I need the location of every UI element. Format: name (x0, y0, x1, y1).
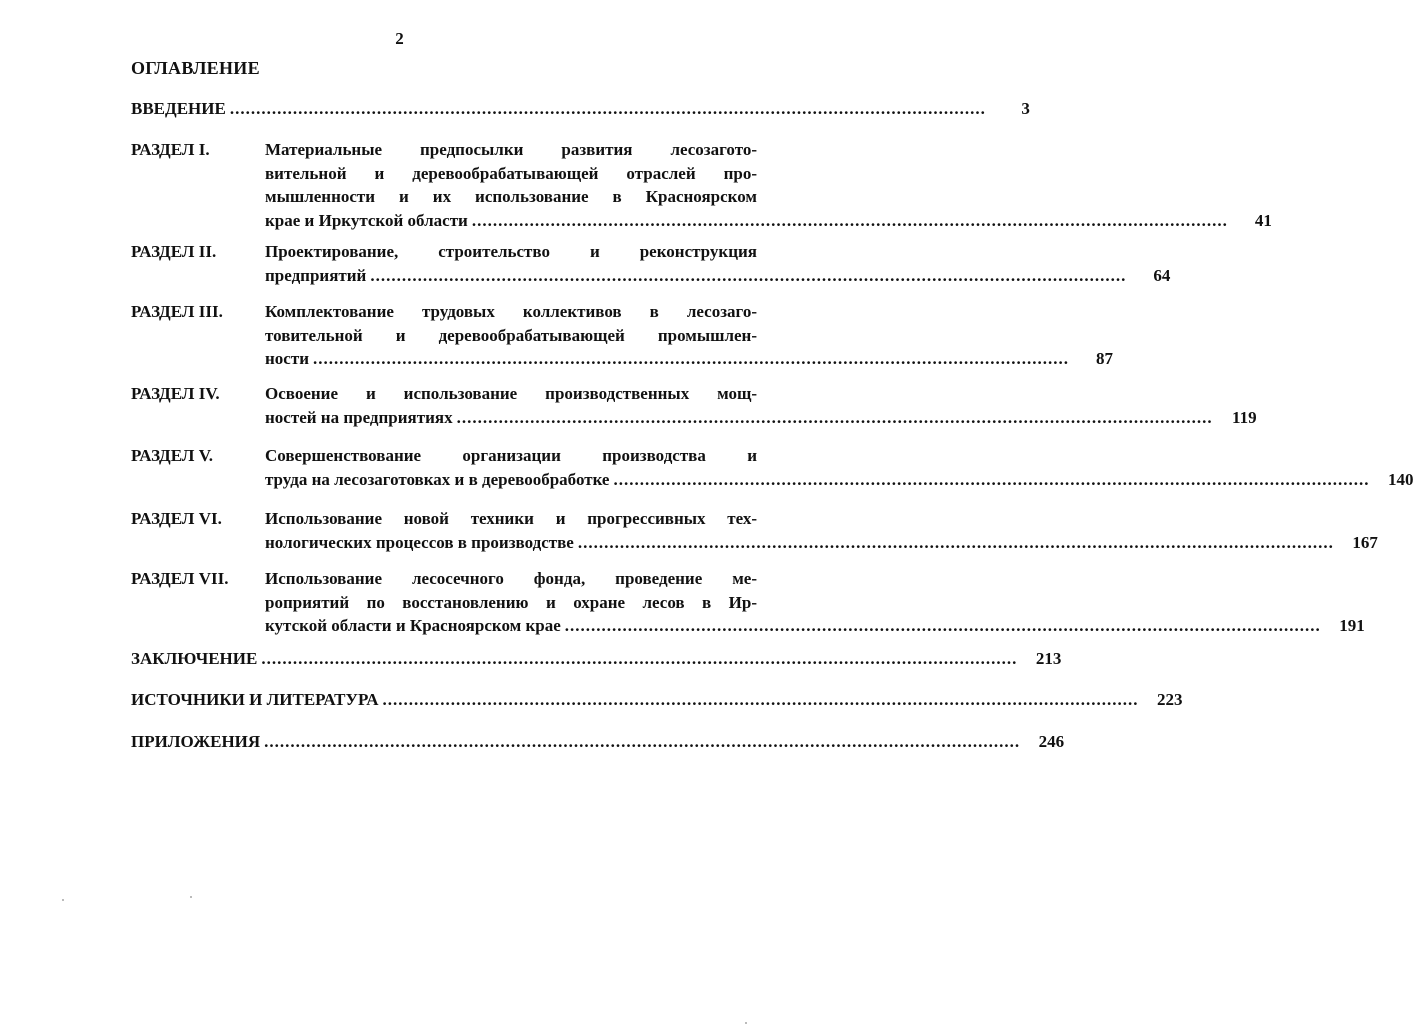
section-title-line: предприятий (265, 265, 367, 285)
section-title-line: Использование лесосечного фонда, проведение ме- (265, 569, 757, 588)
page-number: 2 (395, 29, 404, 48)
scan-speck (745, 1022, 747, 1024)
section-title-line: кутской области и Красноярском крае (265, 616, 561, 635)
dot-leader: ................................................................................................................................................ (229, 99, 986, 118)
section-label: РАЗДЕЛ I. (131, 140, 210, 159)
toc-entry-section-1[interactable] (131, 138, 1272, 232)
section-title-line: Проектирование, строительство и реконструкция (265, 242, 757, 261)
dot-leader: ................................................................................................................................................ (613, 469, 1370, 489)
toc-entry-section-5[interactable] (131, 444, 1413, 491)
section-title-line: мышленности и их использование в Красноярском (265, 187, 757, 206)
toc-entry-conclusion[interactable] (131, 649, 1062, 673)
entry-page: 167 (1352, 532, 1378, 552)
section-title-line: нологических процессов в производстве (265, 532, 574, 552)
toc-entry-section-4[interactable] (131, 382, 1257, 429)
entry-page: 3 (1021, 99, 1030, 118)
entry-title: ЗАКЛЮЧЕНИЕ (131, 649, 258, 668)
section-title-line: Материальные предпосылки развития лесозагото- (265, 140, 757, 159)
section-label: РАЗДЕЛ IV. (131, 384, 220, 403)
section-title-line: Совершенствование организации производства и (265, 446, 757, 465)
toc-entry-appendices[interactable] (131, 732, 1065, 756)
toc-entry-sources[interactable] (131, 690, 1183, 714)
dot-leader: ................................................................................................................................................ (313, 349, 1069, 368)
section-title-line: Использование новой техники и прогрессивных тех- (265, 509, 757, 528)
scan-speck (62, 899, 64, 901)
entry-page: 140 (1387, 469, 1413, 489)
dot-leader: ................................................................................................................................................ (370, 265, 1127, 285)
toc-entry-introduction[interactable] (131, 99, 1030, 123)
entry-page: 87 (1096, 349, 1113, 368)
section-title-line: ностей на предприятиях (265, 407, 453, 427)
section-label: РАЗДЕЛ VI. (131, 509, 222, 528)
entry-page: 41 (1254, 210, 1272, 230)
section-label: РАЗДЕЛ VII. (131, 569, 229, 588)
section-title-line: товительной и деревообрабатывающей промышлен- (265, 325, 757, 345)
entry-title: ВВЕДЕНИЕ (131, 99, 226, 118)
entry-title: ПРИЛОЖЕНИЯ (131, 732, 261, 751)
scan-speck (190, 896, 192, 898)
section-title-line: Комплектование трудовых коллективов в лесозаго- (265, 302, 757, 321)
toc-heading: ОГЛАВЛЕНИЕ (131, 58, 260, 78)
dot-leader: ................................................................................................................................................ (564, 616, 1321, 635)
dot-leader: ................................................................................................................................................ (577, 532, 1334, 552)
dot-leader: ................................................................................................................................................ (456, 407, 1213, 427)
dot-leader: ................................................................................................................................................ (261, 649, 1018, 668)
entry-page: 223 (1156, 690, 1183, 709)
section-title-line: ности (265, 349, 309, 368)
section-label: РАЗДЕЛ V. (131, 446, 214, 465)
toc-entry-section-6[interactable] (131, 507, 1378, 554)
section-title-line: вительной и деревообрабатывающей отраслей про- (265, 163, 757, 183)
section-label: РАЗДЕЛ III. (131, 302, 223, 321)
dot-leader: ................................................................................................................................................ (382, 690, 1139, 709)
section-title-line: Освоение и использование производственных мощ- (265, 384, 757, 403)
dot-leader: ................................................................................................................................................ (471, 210, 1228, 230)
section-title-line: роприятий по восстановлению и охране лесов в Ир- (265, 592, 757, 612)
entry-page: 64 (1153, 265, 1171, 285)
toc-entry-section-2[interactable] (131, 240, 1171, 287)
entry-page: 246 (1038, 732, 1065, 751)
section-title-line: крае и Иркутской области (265, 210, 468, 230)
entry-page: 119 (1232, 407, 1257, 427)
section-title-line: труда на лесозаготовках и в деревообработке (265, 469, 610, 489)
entry-page: 191 (1339, 616, 1365, 635)
entry-title: ИСТОЧНИКИ И ЛИТЕРАТУРА (131, 690, 379, 709)
toc-entry-section-7[interactable] (131, 567, 1365, 638)
dot-leader: ................................................................................................................................................ (264, 732, 1021, 751)
toc-entry-section-3[interactable] (131, 300, 1113, 371)
section-label: РАЗДЕЛ II. (131, 242, 217, 261)
entry-page: 213 (1035, 649, 1062, 668)
